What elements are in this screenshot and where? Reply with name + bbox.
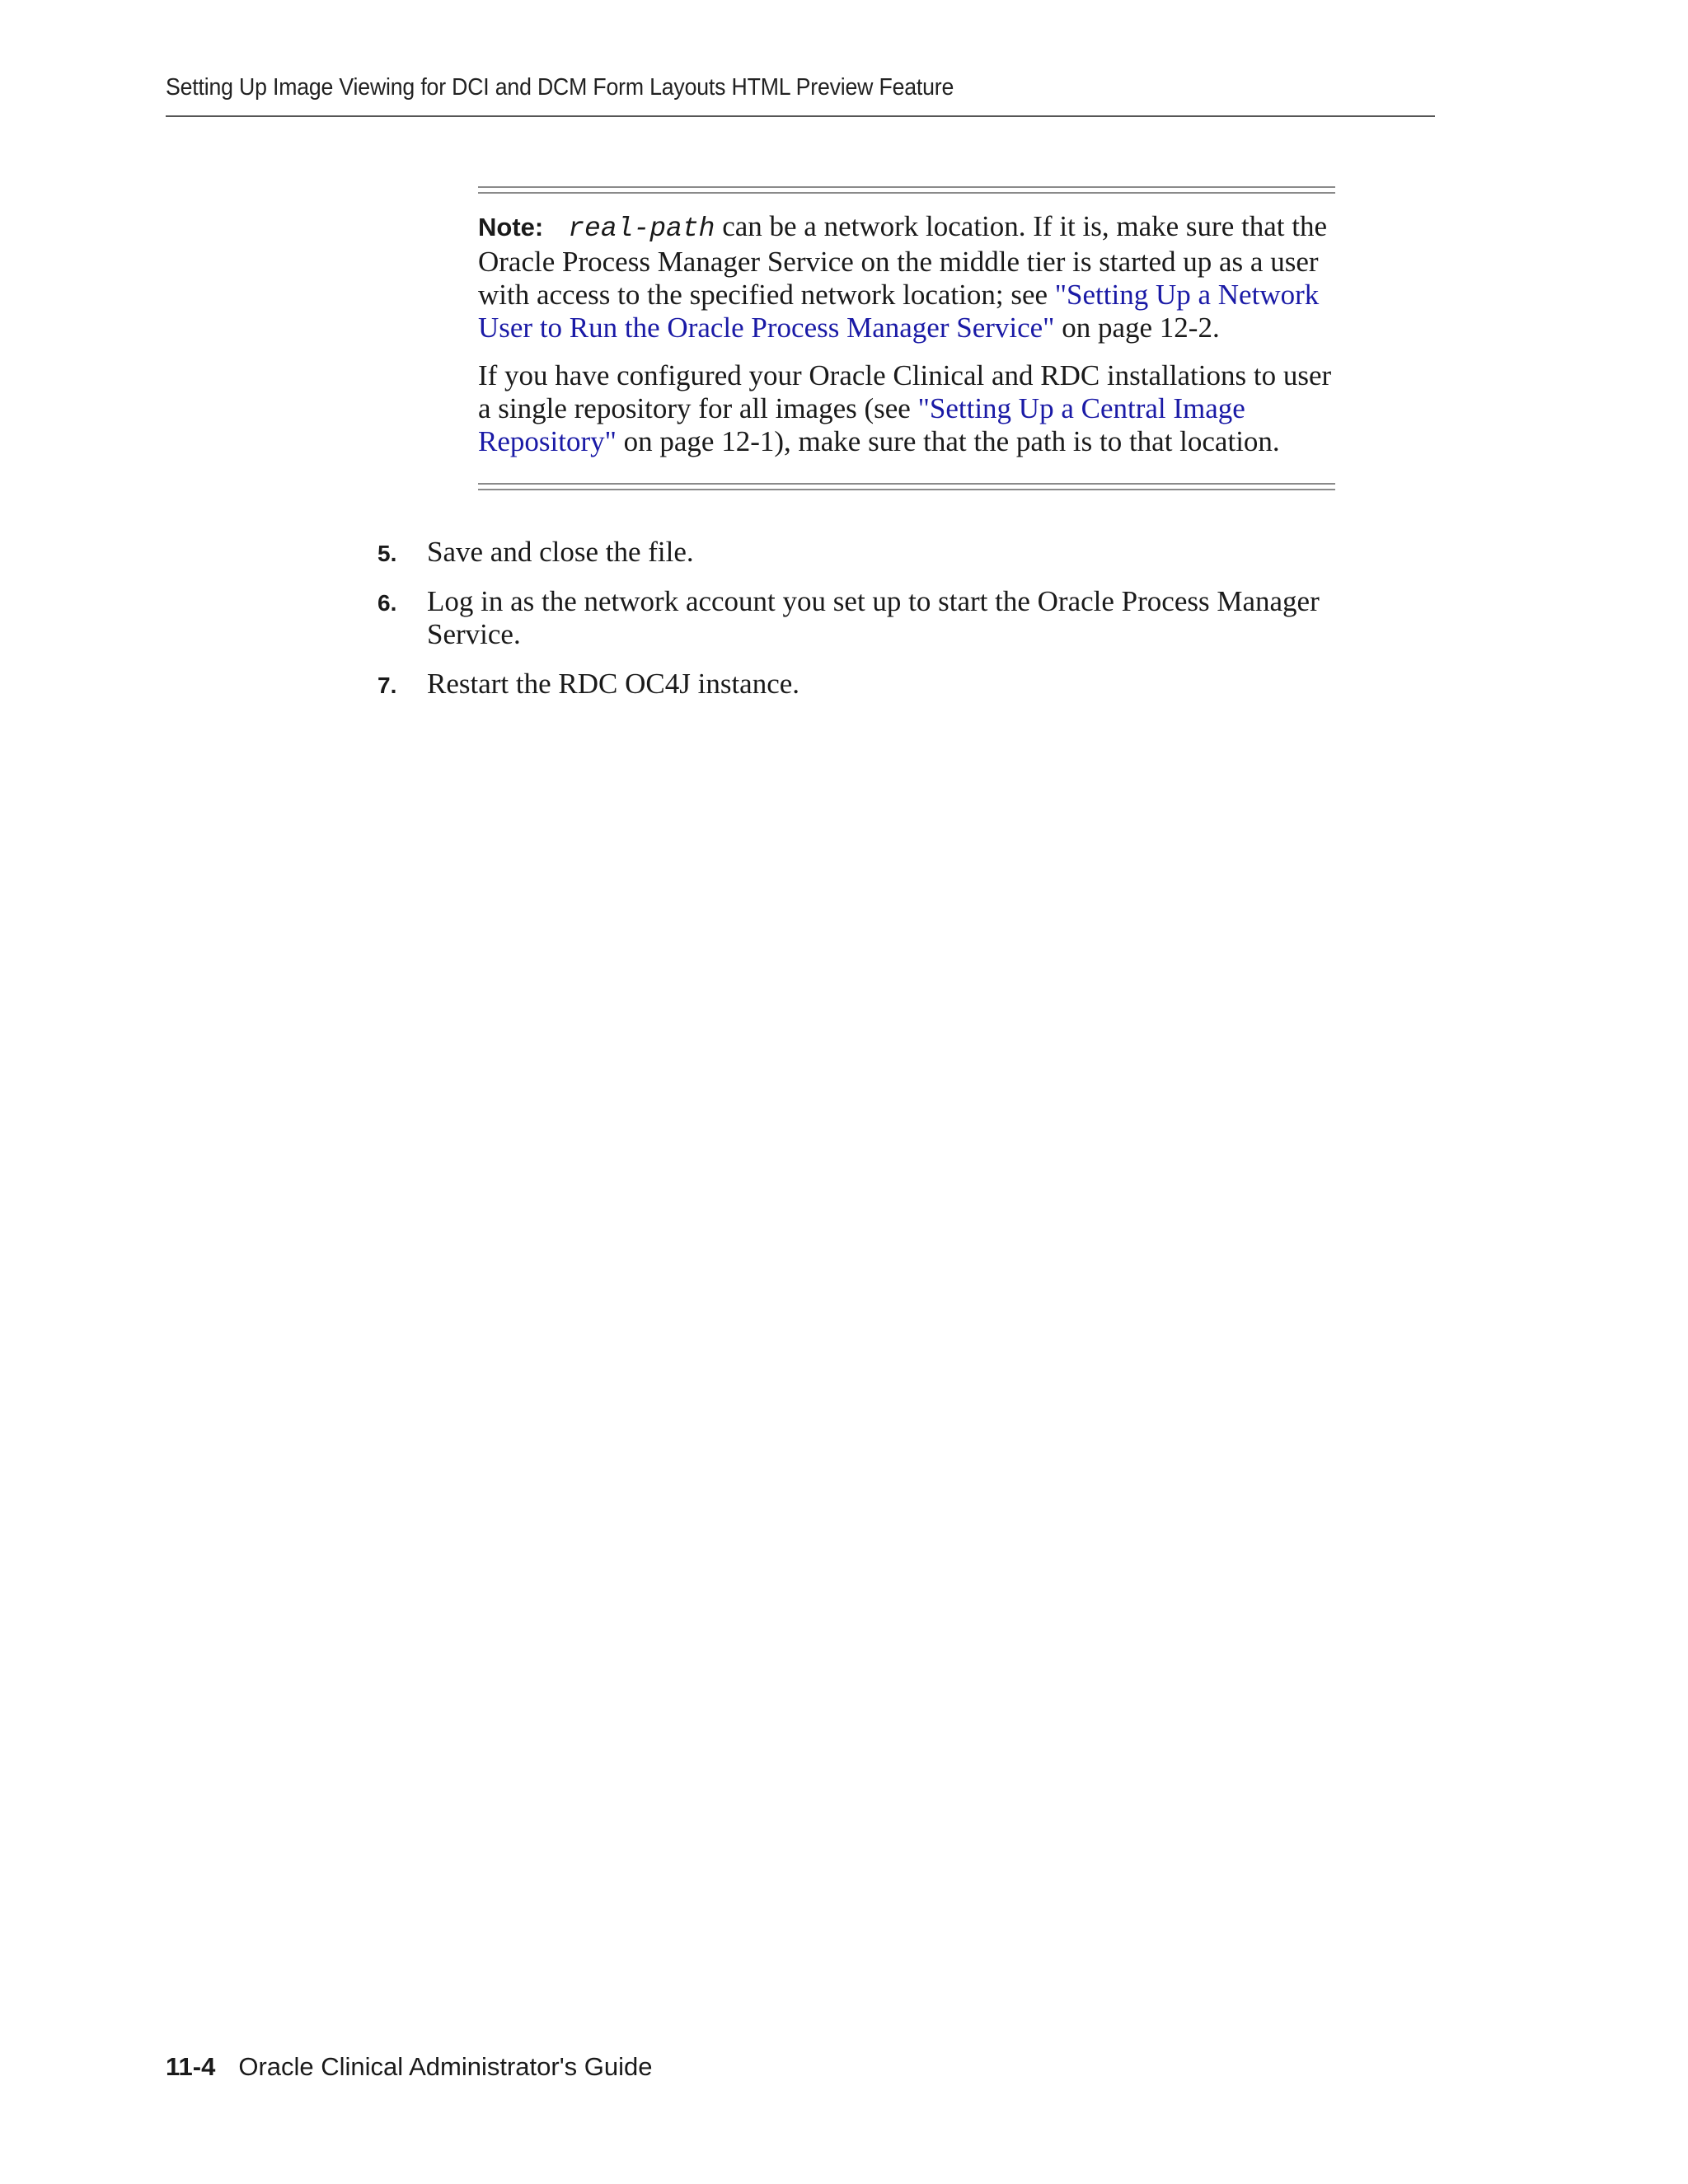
step-text: Save and close the file. [427, 536, 694, 568]
page-footer [166, 2052, 652, 2082]
running-header: Setting Up Image Viewing for DCI and DCM Form Layouts HTML Preview Feature [166, 74, 954, 101]
note-label: Note: [478, 213, 544, 241]
footer-page-number: 11-4 [166, 2052, 216, 2081]
note-content [478, 194, 1335, 483]
note-top-rule [478, 186, 1335, 194]
step-number: 5. [377, 541, 397, 566]
step-text: Restart the RDC OC4J instance. [427, 668, 800, 700]
header-rule [166, 115, 1435, 117]
step-text: Log in as the network account you set up to start the Oracle Process Manager Service. [427, 585, 1320, 650]
step-number: 7. [377, 673, 397, 698]
step-item [377, 536, 1367, 569]
step-number: 6. [377, 590, 397, 616]
link-network-user[interactable]: "Setting Up a Network User to Run the Oracle Process Manager Service" [478, 279, 1320, 344]
footer-book-title: Oracle Clinical Administrator's Guide [238, 2052, 653, 2081]
note-paragraph-2 [478, 359, 1335, 458]
step-list [377, 536, 1367, 717]
link-central-image-repository[interactable]: "Setting Up a Central Image Repository" [478, 392, 1245, 457]
note-p1-text-2: on page 12-2. [1054, 312, 1220, 344]
step-item [377, 585, 1367, 651]
code-term: real-path [568, 213, 715, 244]
step-item [377, 668, 1367, 701]
note-p1-text-1: can be a network location. If it is, make sure that the Oracle Process Manager Service on the middle tier is started up as a user with access to the specified network location; see [478, 210, 1327, 311]
note-bottom-rule [478, 483, 1335, 490]
note-paragraph-1 [478, 210, 1335, 344]
note-p2-text-1: If you have configured your Oracle Clinical and RDC installations to user a single repository for all images (see [478, 359, 1332, 424]
note-p2-text-2: on page 12-1), make sure that the path is to that location. [616, 425, 1280, 457]
note-box [478, 186, 1335, 490]
